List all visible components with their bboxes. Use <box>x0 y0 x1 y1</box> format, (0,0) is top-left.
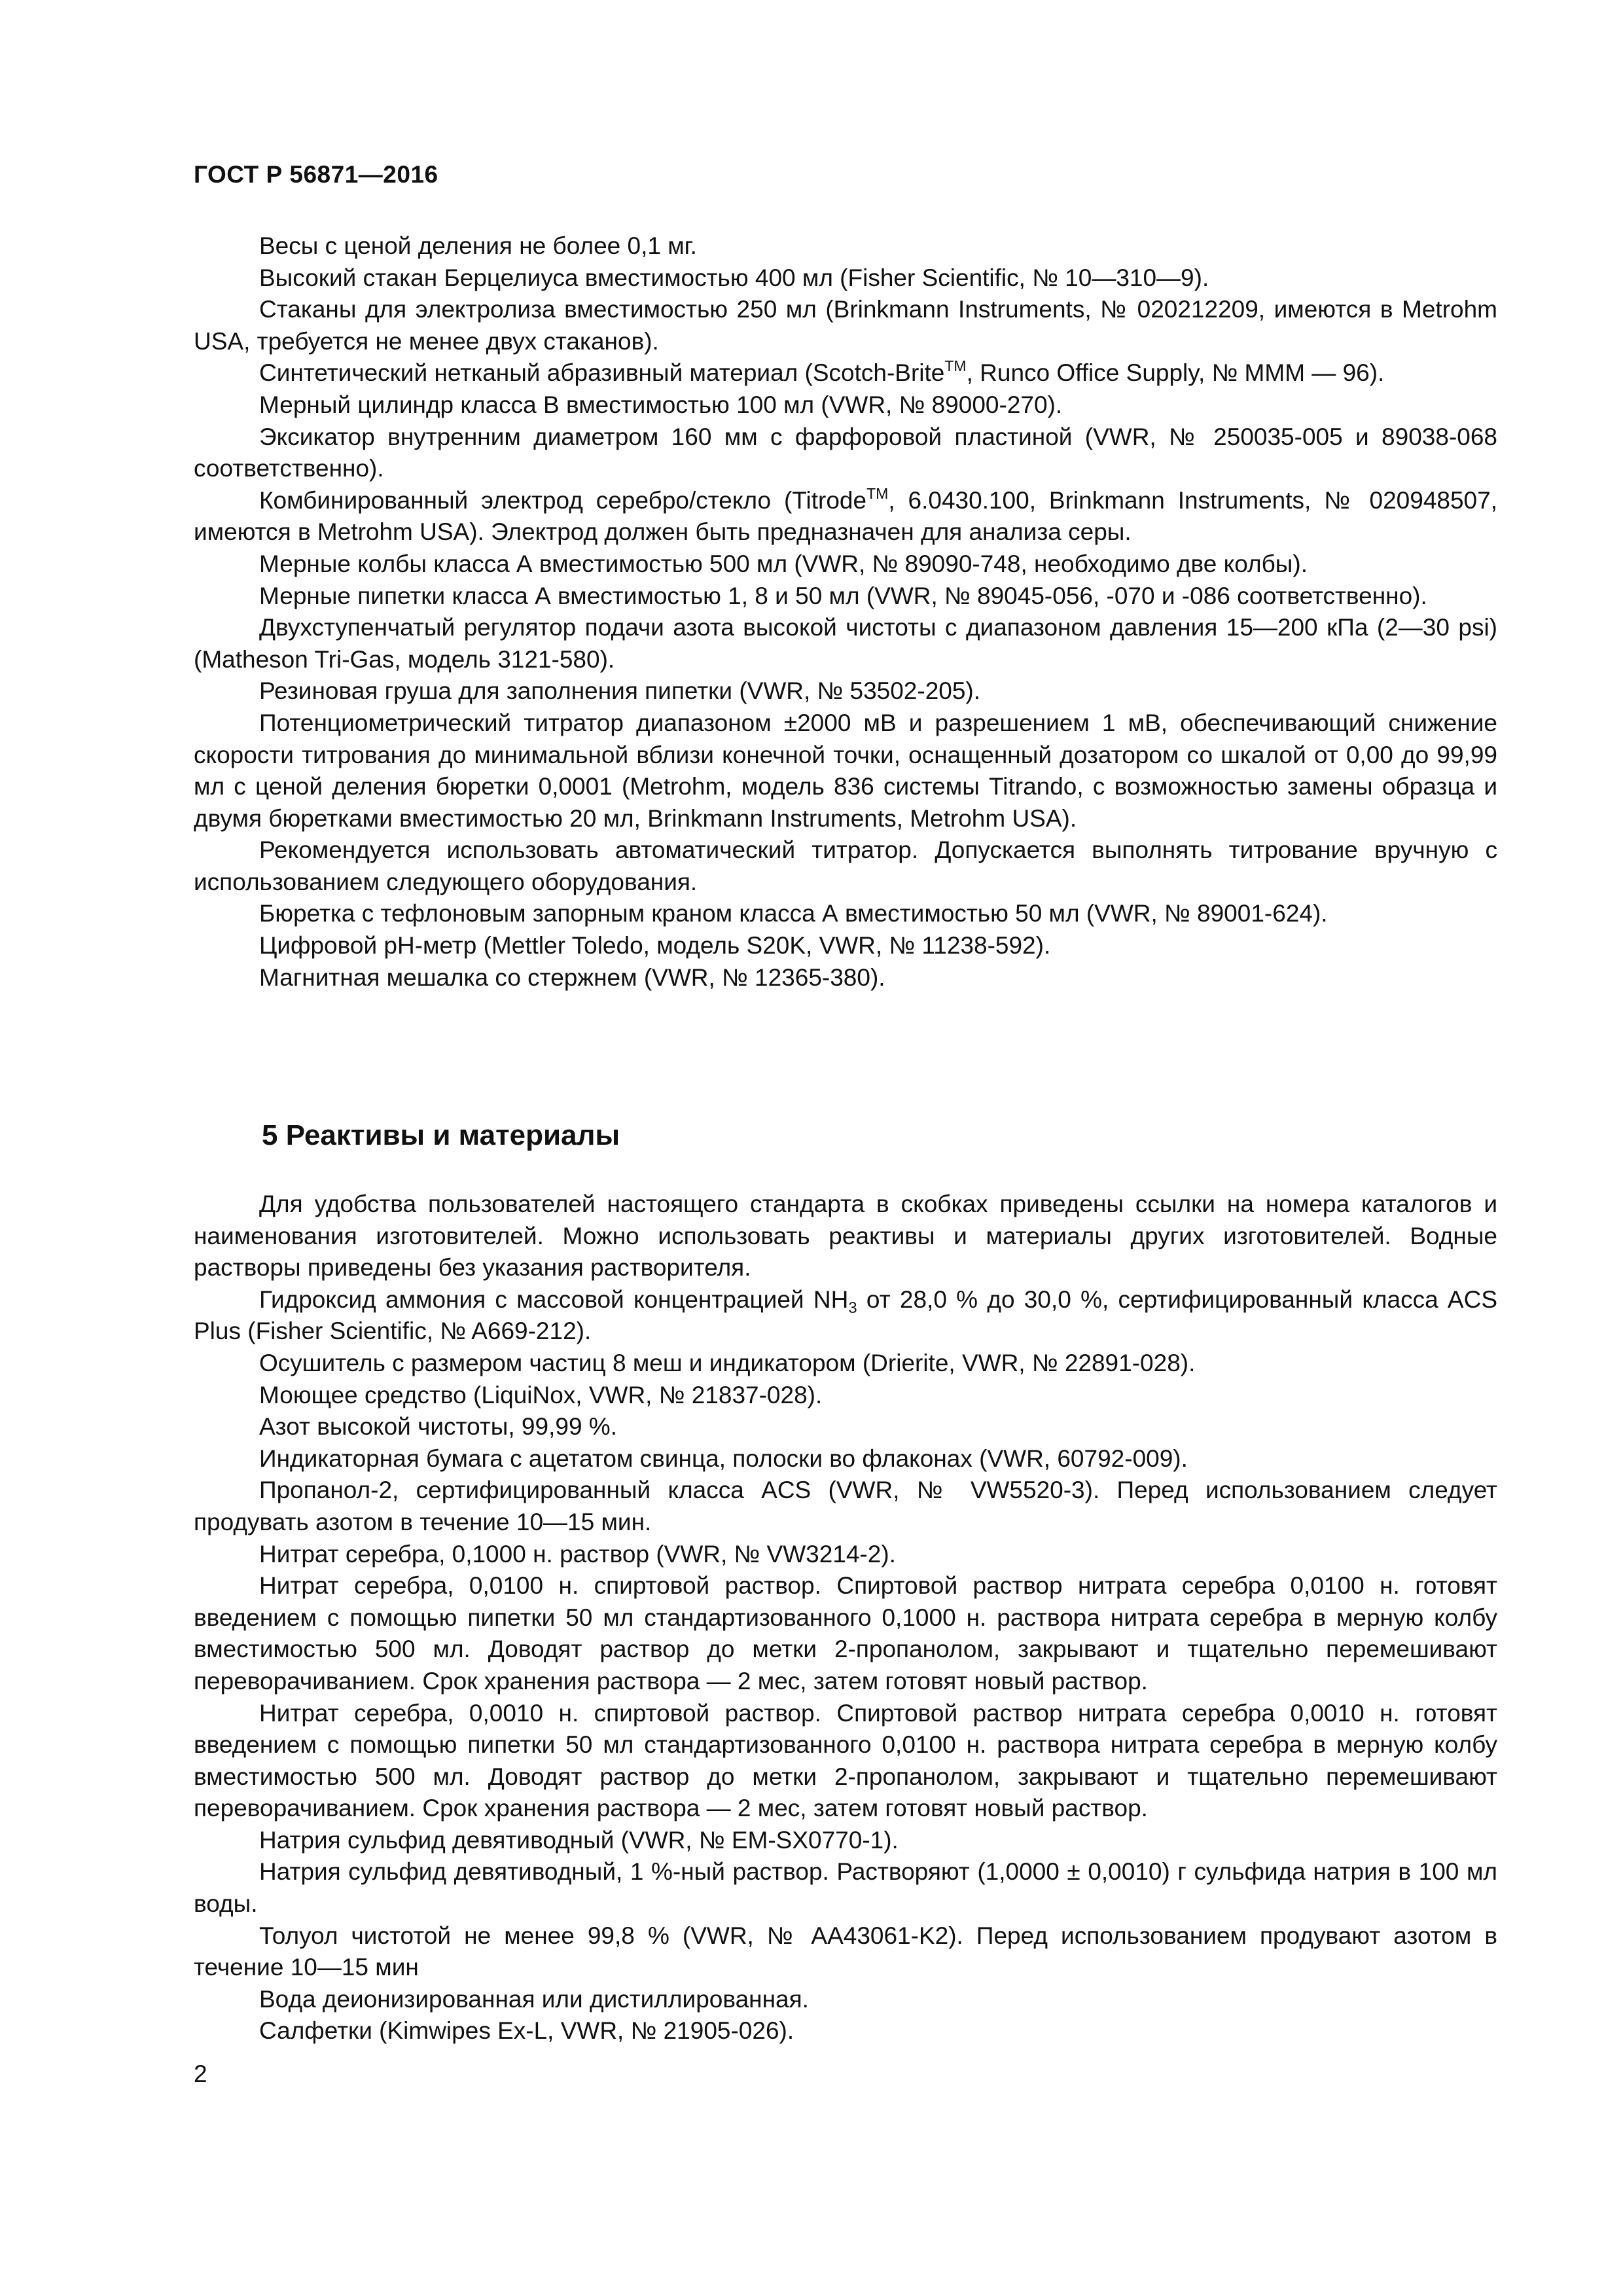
equipment-item-cylinder: Мерный цилиндр класса В вместимостью 100 мл (VWR, № 89000-270). <box>259 391 1063 418</box>
reagent-wipes: Салфетки (Kimwipes Ex-L, VWR, № 21905-026). <box>259 2017 794 2045</box>
text-run: от 28,0 % до 30,0 %, сертифицированный класса ACS Plus (Fisher Scientific, № A669-212). <box>194 1285 1498 1345</box>
equipment-item-pipettes: Мерные пипетки класса А вместимостью 1, 8 и 50 мл (VWR, № 89045-056, -070 и -086 соответственно). <box>259 582 1427 609</box>
equipment-item-scales: Весы с ценой деления не более 0,1 мг. <box>259 232 697 259</box>
equipment-item-abrasive-material <box>194 357 1497 389</box>
trademark-sup: TM <box>866 484 889 502</box>
equipment-item-desiccator: Эксикатор внутренним диаметром 160 мм с фарфоровой пластиной (VWR, № 250035-005 и 89038-068 соответственно). <box>194 423 1497 482</box>
equipment-item-titrator: Потенциометрический титратор диапазоном ±2000 мВ и разрешением 1 мВ, обеспечивающий снижение скорости титрования до минимальной вблизи конечной точки, оснащенный дозатором со шкалой от 0,00 до 99,99 мл с ценой деления бюретки 0,0001 (Metrohm, модель 836 системы Titrando, с возможностью замены образца и двумя бюретками вместимостью 20 мл, Brinkmann Instruments, Metrohm USA). <box>194 709 1497 832</box>
equipment-item-rubber-bulb: Резиновая груша для заполнения пипетки (VWR, № 53502-205). <box>259 677 981 705</box>
reagent-detergent: Моющее средство (LiquiNox, VWR, № 21837-028). <box>259 1381 823 1408</box>
reagents-list <box>194 1189 1497 2047</box>
reagent-lead-acetate-paper: Индикаторная бумага с ацетатом свинца, полоски во флаконах (VWR, 60792-009). <box>259 1444 1188 1472</box>
equipment-item-electrode <box>194 485 1497 548</box>
reagent-desiccant: Осушитель с размером частиц 8 меш и индикатором (Drierite, VWR, № 22891-028). <box>259 1349 1196 1376</box>
reagent-ammonium-hydroxide <box>194 1284 1497 1348</box>
equipment-note-manual-titration: Рекомендуется использовать автоматический титратор. Допускается выполнять титрование вручную с использованием следующего оборудования. <box>194 836 1497 895</box>
reagent-water: Вода деионизированная или дистиллированная. <box>259 1985 809 2013</box>
text-run: , 6.0430.100, Brinkmann Instruments, № 020948507, имеются в Metrohm USA). Электрод должен быть предназначен для анализа серы. <box>194 486 1497 546</box>
text-run: Комбинированный электрод серебро/стекло (Titrode <box>259 486 867 514</box>
trademark-sup: TM <box>944 357 967 375</box>
subscript: 3 <box>848 1299 857 1317</box>
reagent-silver-nitrate-01: Нитрат серебра, 0,1000 н. раствор (VWR, № VW3214-2). <box>259 1540 896 1568</box>
equipment-list <box>194 230 1497 994</box>
equipment-item-flasks: Мерные колбы класса А вместимостью 500 мл (VWR, № 89090-748, необходимо две колбы). <box>259 550 1308 577</box>
reagent-sodium-sulfide-solution: Натрия сульфид девятиводный, 1 %-ный раствор. Растворяют (1,0000 ± 0,0010) г сульфида натрия в 100 мл воды. <box>194 1858 1497 1918</box>
text-run: Синтетический нетканый абразивный материал (Scotch-Brite <box>259 359 945 387</box>
equipment-item-electrolysis-beakers: Стаканы для электролиза вместимостью 250 мл (Brinkmann Instruments, № 020212209, имеются в Metrohm USA, требуется не менее двух стаканов). <box>194 296 1497 355</box>
reagent-sodium-sulfide: Натрия сульфид девятиводный (VWR, № EM-SX0770-1). <box>259 1826 899 1854</box>
equipment-item-stirrer: Магнитная мешалка со стержнем (VWR, № 12365-380). <box>259 963 885 991</box>
text-run: , Runco Office Supply, № МММ — 96). <box>966 359 1385 387</box>
equipment-item-regulator: Двухступенчатый регулятор подачи азота высокой чистоты с диапазоном давления 15—200 кПа (2—30 psi) (Matheson Tri-Gas, модель 3121-580). <box>194 614 1497 673</box>
page-number: 2 <box>194 2060 207 2087</box>
document-id-header: ГОСТ Р 56871—2016 <box>194 161 438 188</box>
equipment-item-burette: Бюретка с тефлоновым запорным краном класса А вместимостью 50 мл (VWR, № 89001-624). <box>259 900 1328 927</box>
reagent-propanol: Пропанол-2, сертифицированный класса ACS (VWR, № VW5520-3). Перед использованием следует продувать азотом в течение 10—15 мин. <box>194 1477 1497 1535</box>
section-5-title: 5 Реактивы и материалы <box>262 1119 620 1151</box>
reagents-intro: Для удобства пользователей настоящего стандарта в скобках приведены ссылки на номера каталогов и наименования изготовителей. Можно использовать реактивы и материалы других изготовителей. Водные растворы приведены без указания растворителя. <box>194 1191 1497 1282</box>
reagent-nitrogen: Азот высокой чистоты, 99,99 %. <box>259 1413 617 1441</box>
reagent-toluene: Толуол чистотой не менее 99,8 % (VWR, № AA43061-K2). Перед использованием продувают азотом в течение 10—15 мин <box>194 1922 1497 1981</box>
equipment-item-berzelius-beaker: Высокий стакан Берцелиуса вместимостью 400 мл (Fisher Scientific, № 10—310—9). <box>259 264 1209 291</box>
equipment-item-ph-meter: Цифровой pH-метр (Mettler Toledo, модель S20K, VWR, № 11238-592). <box>259 932 1051 960</box>
reagent-silver-nitrate-001: Нитрат серебра, 0,0100 н. спиртовой раствор. Спиртовой раствор нитрата серебра 0,0100 н. готовят введением с помощью пипетки 50 мл стандартизованного 0,1000 н. раствора нитрата серебра в мерную колбу вместимостью 500 мл. Доводят раствор до метки 2-пропанолом, закрывают и тщательно перемешивают переворачиванием. Срок хранения раствора — 2 мес, затем готовят новый раствор. <box>194 1572 1497 1695</box>
text-run: Гидроксид аммония с массовой концентрацией NH <box>259 1285 849 1313</box>
reagent-silver-nitrate-0001: Нитрат серебра, 0,0010 н. спиртовой раствор. Спиртовой раствор нитрата серебра 0,0010 н. готовят введением с помощью пипетки 50 мл стандартизованного 0,0100 н. раствора нитрата серебра в мерную колбу вместимостью 500 мл. Доводят раствор до метки 2-пропанолом, закрывают и тщательно перемешивают переворачиванием. Срок хранения раствора — 2 мес, затем готовят новый раствор. <box>194 1699 1497 1822</box>
